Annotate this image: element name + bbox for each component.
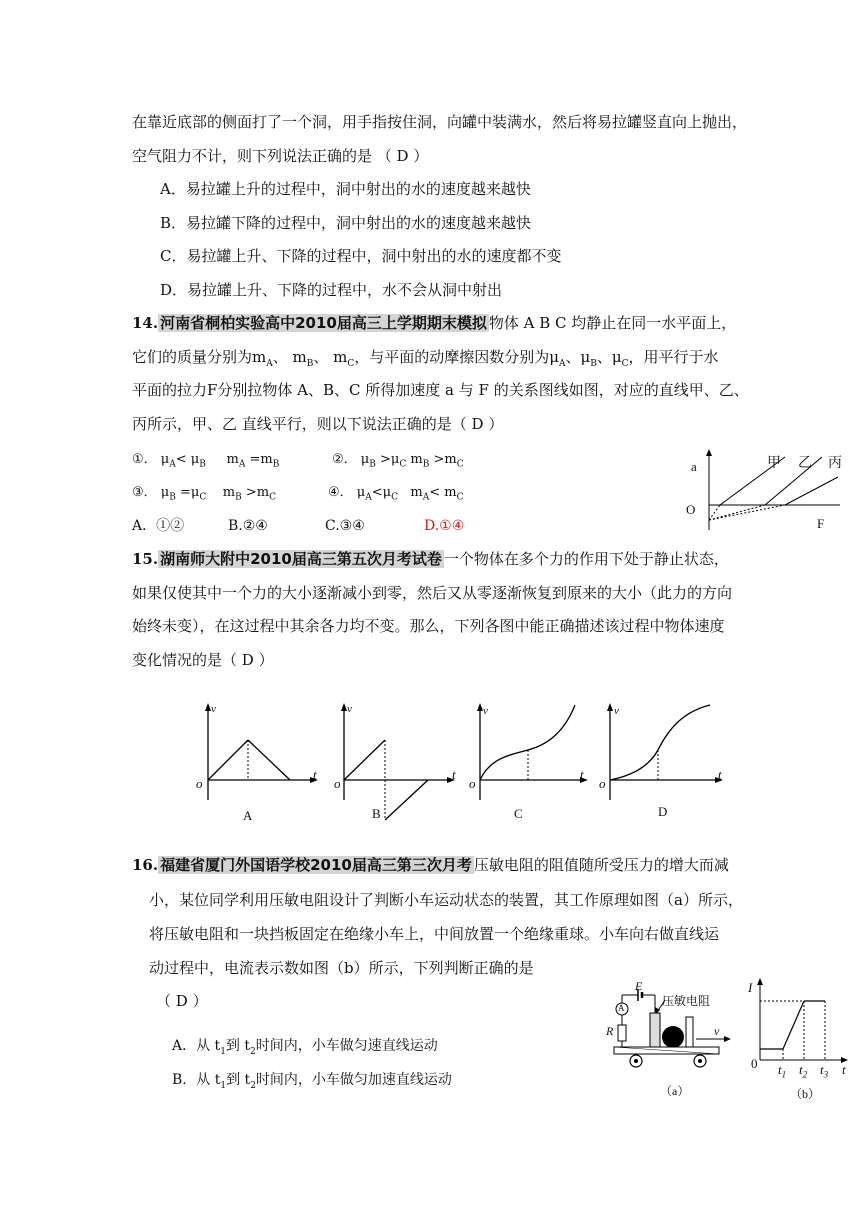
- q15-number: 15.: [132, 550, 159, 568]
- q14-statement-4: ④． $\mu_A<\mu_C$ $m_A< m_C$: [328, 485, 464, 503]
- q13-option-a: A．易拉罐上升的过程中，洞中射出的水的速度越来越快: [160, 180, 531, 198]
- q15-graph-c-label: C: [514, 806, 523, 821]
- q14-graph-origin: O: [686, 502, 696, 517]
- q13-option-b: B．易拉罐下降的过程中，洞中射出的水的速度越来越快: [160, 214, 532, 232]
- q15-line3: 始终未变），在这过程中其余各力均不变。那么，下列各图中能正确描述该过程中物体速度: [132, 617, 725, 635]
- q16-line1: [132, 854, 729, 876]
- q15-b-origin: o: [334, 776, 341, 791]
- q15-graph-a-label: A: [243, 808, 253, 823]
- q15-d-t-label: t: [718, 767, 722, 782]
- q15-a-t-label: t: [313, 767, 317, 782]
- q16-fig-a-E: E: [635, 979, 643, 993]
- q15-c-v-label: v: [483, 705, 488, 717]
- q14-number: 14.: [132, 314, 159, 332]
- q16-line1-text: 压敏电阻的阻值随所受压力的增大而减: [473, 856, 729, 874]
- q14-choice-c: C.③④: [325, 518, 365, 534]
- q13-option-c: C．易拉罐上升、下降的过程中，洞中射出的水的速度都不变: [160, 247, 562, 265]
- q16-fig-b-t2: $t_2$: [799, 1062, 808, 1080]
- q15-graph-d: [607, 703, 723, 800]
- q14-statement-1: ①． $\mu_A< \mu_B$ $m_A =m_B$: [132, 452, 280, 470]
- q15-d-origin: o: [599, 776, 606, 791]
- q16-fig-a-v: v: [714, 1024, 720, 1038]
- q15-graph-c: [477, 703, 588, 800]
- q13-option-d: D．易拉罐上升、下降的过程中，水不会从洞中射出: [160, 281, 503, 299]
- q14-line1: [132, 312, 736, 334]
- q14-graph-line-jia: 甲: [767, 456, 781, 471]
- q16-fig-b-t3: $t_3$: [820, 1062, 829, 1080]
- q15-b-t-label: t: [452, 767, 456, 782]
- q14-graph-line-bing: 丙: [828, 456, 842, 471]
- q14-graph-line-yi: 乙: [798, 456, 812, 471]
- q14-line1-text: 物体 A B C 均静止在同一水平面上，: [488, 314, 737, 332]
- q16-option-a: A．从 $t_1$到 $t_2$时间内，小车做匀速直线运动: [172, 1038, 438, 1057]
- q16-fig-a-R: R: [606, 1024, 614, 1038]
- q15-b-v-label: v: [347, 703, 352, 715]
- q14-statement-3: ③． $\mu_B =\mu_C$ $m_B >m_C$: [132, 485, 276, 503]
- q16-figure-b-graph: [750, 975, 850, 1075]
- q16-line2: 小，某位同学利用压敏电阻设计了判断小车运动状态的装置，其工作原理如图（a）所示，: [149, 891, 743, 909]
- q16-fig-b-t-axis: t: [842, 1062, 846, 1077]
- q15-graph-b: [341, 703, 455, 820]
- q14-choice-b: B.②④: [228, 518, 268, 534]
- q14-choice-d-correct: D.①④: [424, 518, 465, 534]
- q15-source: 湖南师大附中2010届高三第五次月考试卷: [160, 550, 442, 568]
- q16-line3: 将压敏电阻和一块挡板固定在绝缘小车上，中间放置一个绝缘重球。小车向右做直线运: [149, 925, 720, 943]
- q15-line1-text: 一个物体在多个力的作用下处于静止状态，: [443, 550, 729, 568]
- q16-line4: 动过程中，电流表示数如图（b）所示，下列判断正确的是: [149, 959, 534, 977]
- q15-c-origin: o: [469, 776, 476, 791]
- q15-graph-b-label: B: [372, 806, 381, 821]
- q14-line2: 它们的质量分别为$m_A$、 $m_B$、 $m_C$，与平面的动摩擦因数分别为$\mu_A$、$\mu_B$、$\mu_C$，用平行于水: [132, 348, 719, 369]
- q15-a-v-label: v: [211, 703, 216, 715]
- q16-fig-b-origin: 0: [751, 1056, 758, 1071]
- q15-line4: 变化情况的是（ D ）: [132, 651, 274, 669]
- q15-line1: [132, 548, 729, 570]
- q15-c-t-label: t: [580, 767, 584, 782]
- q14-line3: 平面的拉力F分别拉物体 A、B、C 所得加速度 a 与 F 的关系图线如图，对应的直线甲、乙、: [132, 381, 749, 399]
- q15-line2: 如果仅使其中一个力的大小逐渐减小到零，然后又从零逐渐恢复到原来的大小（此力的方向: [132, 584, 733, 602]
- q15-a-origin: o: [196, 776, 203, 791]
- q14-source: 河南省桐柏实验高中2010届高三上学期期末模拟: [160, 314, 487, 332]
- q14-choice-a: A．①②: [132, 518, 185, 534]
- q15-graph-d-label: D: [658, 804, 668, 819]
- q14-a-f-graph: [680, 445, 850, 535]
- q16-fig-a-ammeter: A: [618, 1003, 625, 1013]
- q13-line2: 空气阻力不计，则下列说法正确的是 （ D ）: [132, 147, 429, 165]
- q14-statement-2: ②． $\mu_B >\mu_C$ $m_B >m_C$: [332, 452, 464, 470]
- q15-graph-a: [205, 703, 318, 800]
- q16-fig-b-t1: $t_1$: [778, 1062, 787, 1080]
- q16-option-b: B．从 $t_1$到 $t_2$时间内，小车做匀加速直线运动: [172, 1072, 452, 1091]
- q15-d-v-label: v: [614, 705, 619, 717]
- q16-number: 16.: [132, 856, 159, 874]
- q14-graph-x-label: F: [817, 516, 825, 531]
- q16-source: 福建省厦门外国语学校2010届高三第三次月考: [160, 856, 472, 874]
- q16-fig-a-resistor-label: 压敏电阻: [662, 994, 711, 1008]
- q16-fig-b-I: I: [748, 980, 753, 995]
- q16-fig-a-caption: （a）: [660, 1084, 690, 1098]
- q16-fig-b-caption: （b）: [790, 1087, 821, 1101]
- q13-line1: 在靠近底部的侧面打了一个洞，用手指按住洞，向罐中装满水，然后将易拉罐竖直向上抛出，: [132, 113, 748, 131]
- q16-answer: （ D ）: [156, 992, 208, 1010]
- q14-graph-y-label: a: [691, 459, 697, 474]
- q14-line4: 丙所示，甲、乙 直线平行，则以下说法正确的是（ D ）: [132, 415, 504, 433]
